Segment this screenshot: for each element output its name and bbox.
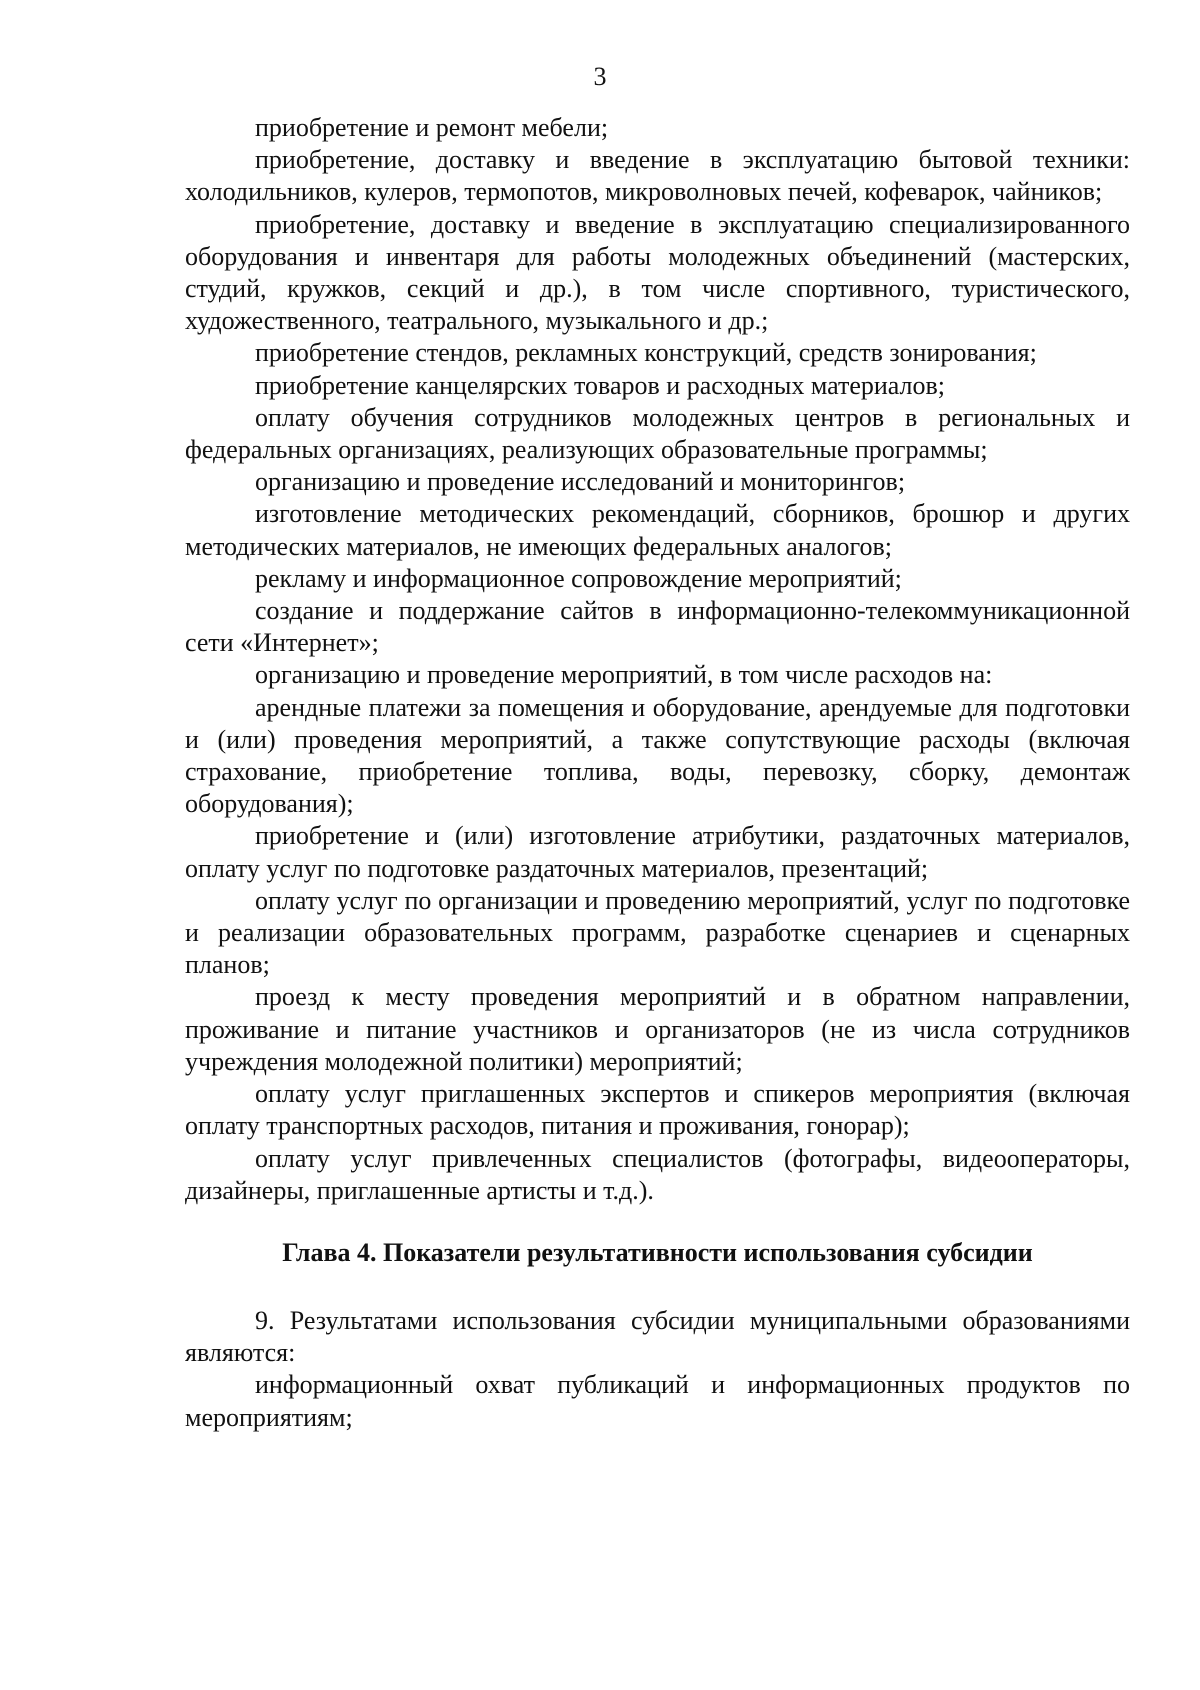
paragraph: организацию и проведение мероприятий, в том числе расходов на: xyxy=(255,660,993,690)
paragraph: приобретение, доставку и введение в эксплуатацию бытовой техники: холодильников, кулеров, термопотов, микроволновых печей, кофеварок, чайников; xyxy=(185,145,1130,207)
paragraph: приобретение и (или) изготовление атрибутики, раздаточных материалов, оплату услуг по подготовке раздаточных материалов, презентаций; xyxy=(185,821,1130,883)
paragraph: организацию и проведение исследований и мониторингов; xyxy=(255,467,906,497)
paragraph: рекламу и информационное сопровождение мероприятий; xyxy=(255,563,902,593)
paragraph: оплату услуг по организации и проведению мероприятий, услуг по подготовке и реализации образовательных программ, разработке сценариев и сценарных планов; xyxy=(185,885,1130,980)
spacer xyxy=(185,1269,1130,1305)
chapter-heading: Глава 4. Показатели результативности использования субсидии xyxy=(282,1237,1033,1267)
paragraph: приобретение стендов, рекламных конструкций, средств зонирования; xyxy=(255,338,1037,368)
paragraph: приобретение канцелярских товаров и расходных материалов; xyxy=(255,370,946,400)
document-body xyxy=(185,112,1130,1434)
paragraph: арендные платежи за помещения и оборудование, арендуемые для подготовки и (или) проведения мероприятий, а также сопутствующие расходы (включая страхование, приобретение топлива, воды, перевозку, сборку, демонтаж оборудования); xyxy=(185,692,1130,819)
paragraph: оплату услуг приглашенных экспертов и спикеров мероприятия (включая оплату транспортных расходов, питания и проживания, гонорар); xyxy=(185,1079,1130,1141)
paragraph: создание и поддержание сайтов в информационно-телекоммуникационной сети «Интернет»; xyxy=(185,596,1130,658)
paragraph: проезд к месту проведения мероприятий и в обратном направлении, проживание и питание участников и организаторов (не из числа сотрудников учреждения молодежной политики) мероприятий; xyxy=(185,982,1130,1076)
paragraph: оплату услуг привлеченных специалистов (фотографы, видеооператоры, дизайнеры, приглашенные артисты и т.д.). xyxy=(185,1143,1130,1205)
paragraph: оплату обучения сотрудников молодежных центров в региональных и федеральных организациях, реализующих образовательные программы; xyxy=(185,402,1130,465)
paragraph: информационный охват публикаций и информационных продуктов по мероприятиям; xyxy=(185,1370,1130,1432)
paragraph: изготовление методических рекомендаций, сборников, брошюр и других методических материалов, не имеющих федеральных аналогов; xyxy=(185,499,1130,561)
paragraph: приобретение, доставку и введение в эксплуатацию специализированного оборудования и инвентаря для работы молодежных объединений (мастерских, студий, кружков, секций и др.), в том числе спортивного, туристического, художественного, театрального, музыкального и др.; xyxy=(185,209,1130,336)
paragraph: 9. Результатами использования субсидии муниципальными образованиями являются: xyxy=(185,1305,1130,1368)
paragraph: приобретение и ремонт мебели; xyxy=(255,113,609,142)
page-number: 3 xyxy=(593,62,607,91)
